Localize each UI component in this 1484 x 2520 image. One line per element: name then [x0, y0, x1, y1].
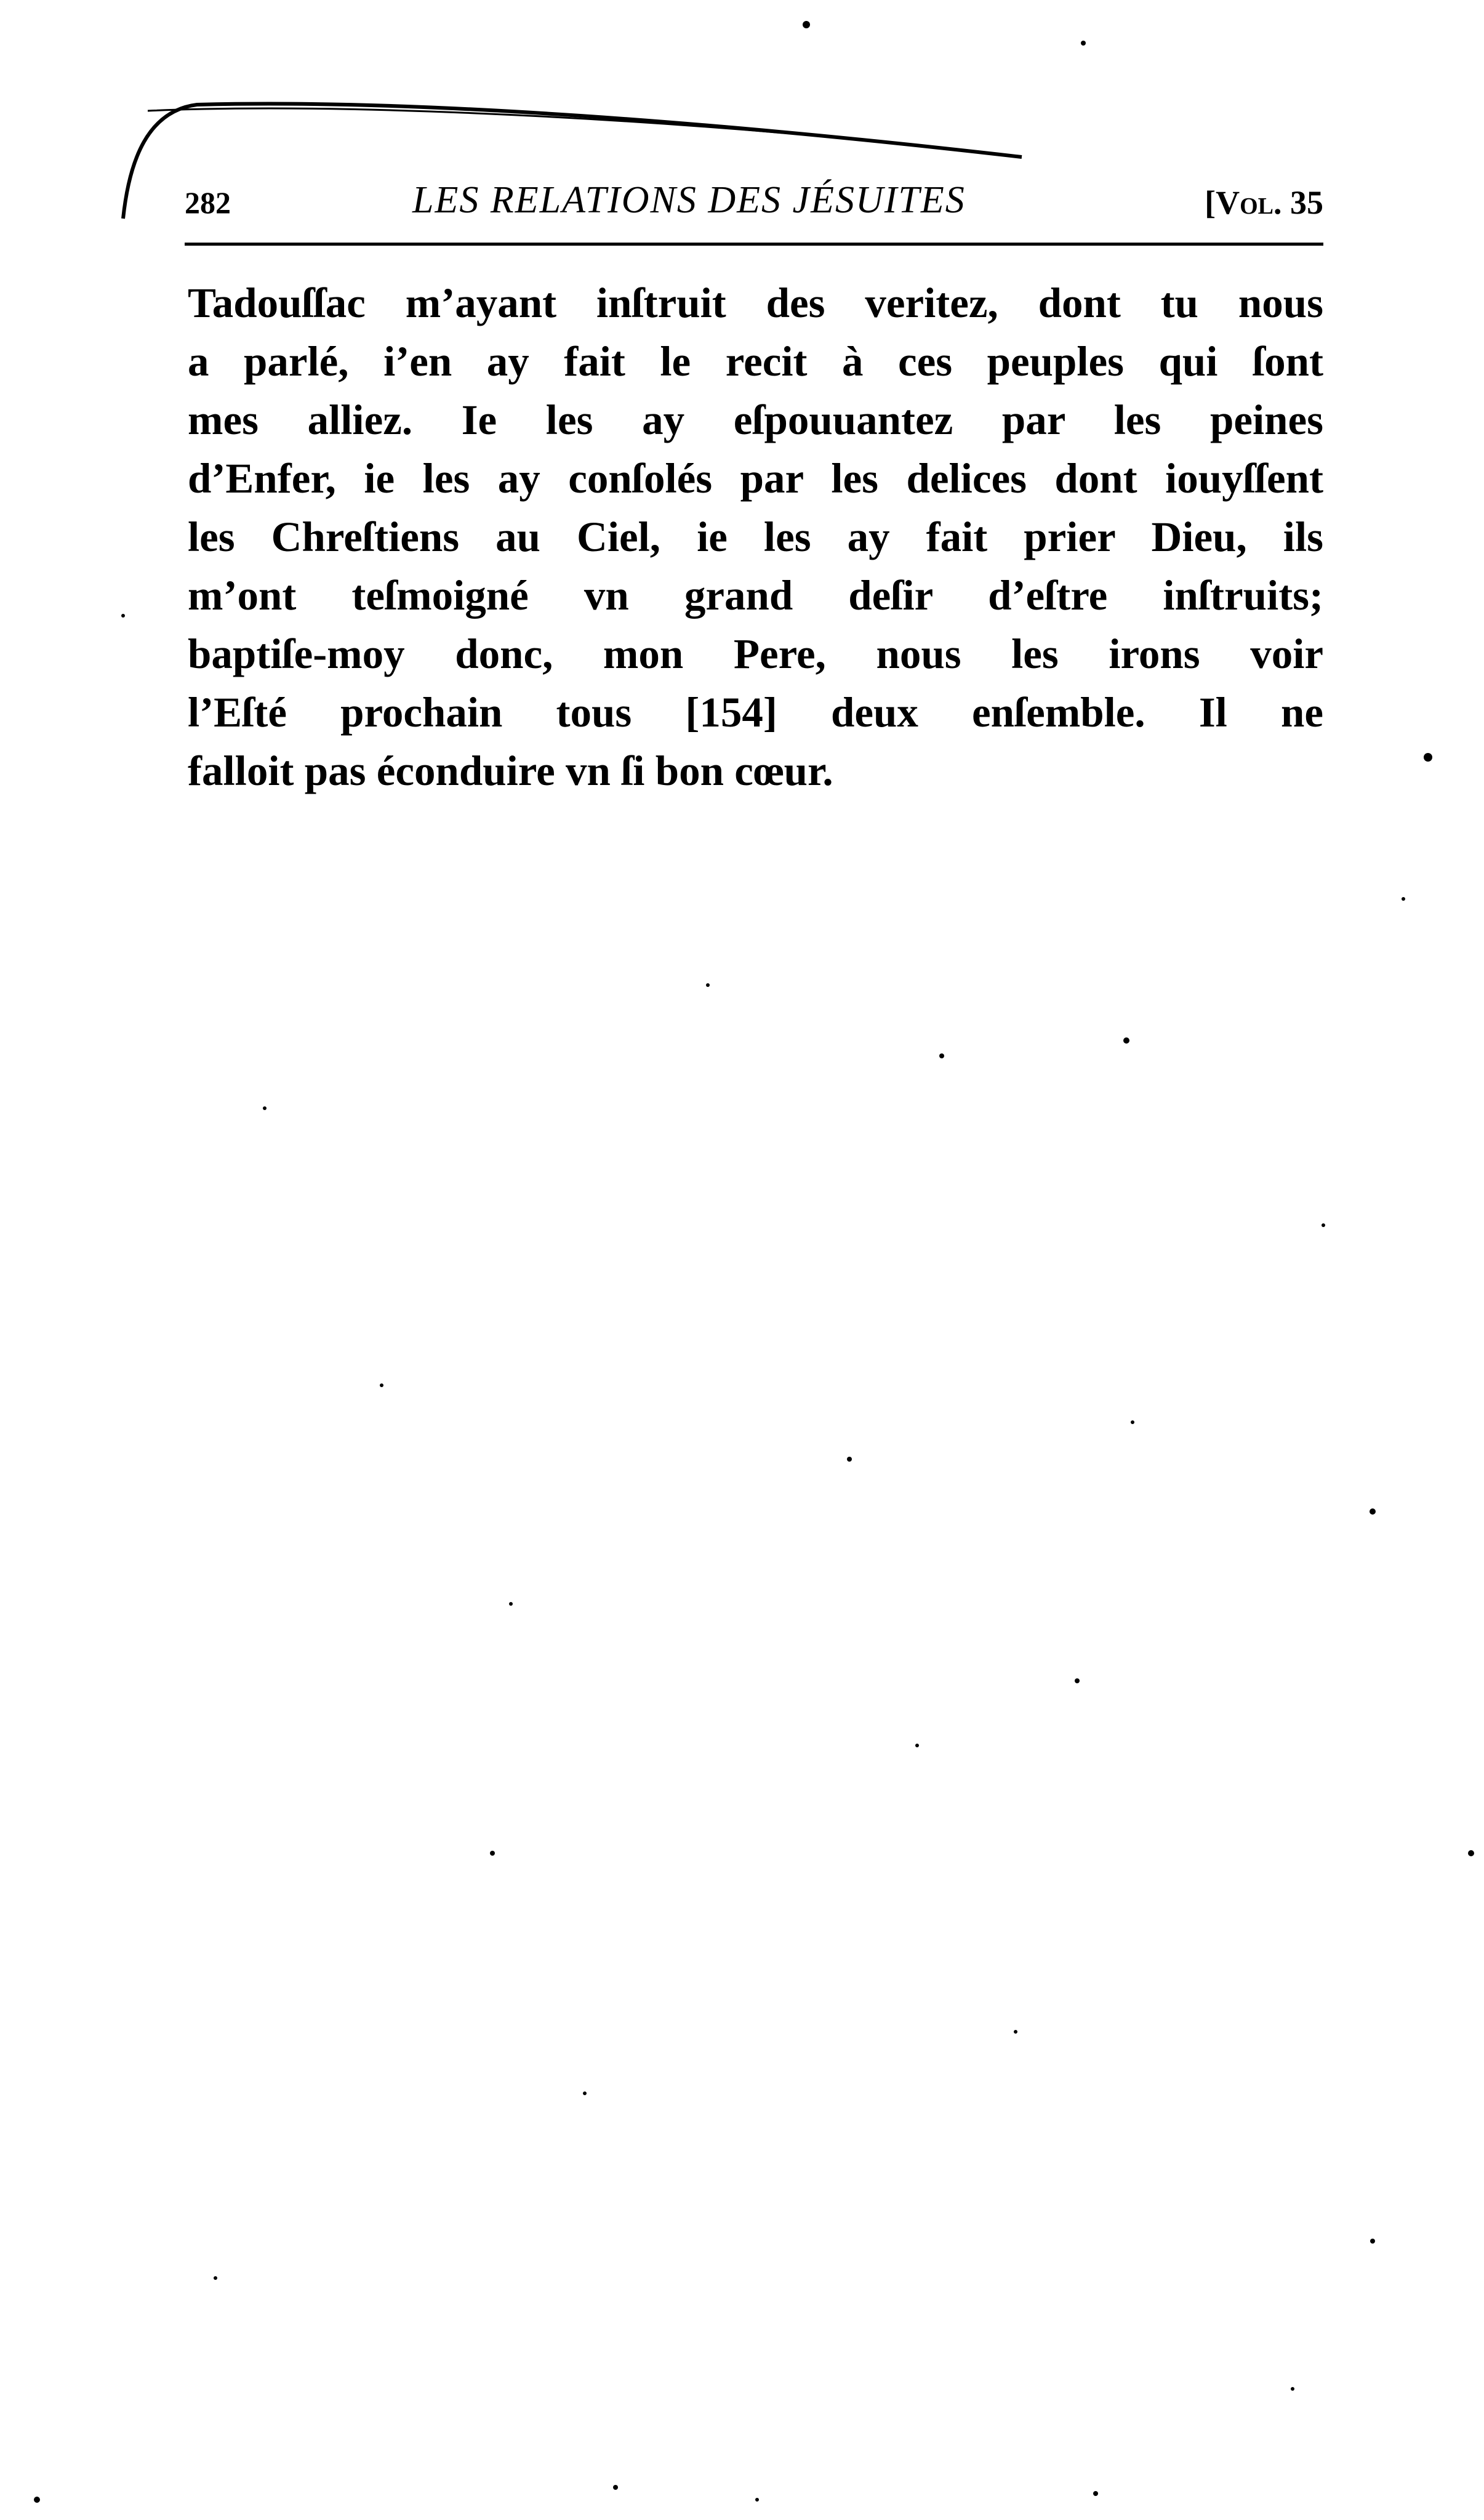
running-title: LES RELATIONS DES JÉSUITES	[412, 179, 966, 221]
header-rule	[185, 243, 1323, 246]
text-line: d’Enfer, ie les ay conſolés par les delices dont iouyſſent	[188, 455, 1323, 502]
text-line: les Chreſtiens au Ciel, ie les ay fait prier Dieu, ils	[188, 513, 1323, 560]
page-number: 282	[185, 185, 231, 220]
text-line: falloit pas éconduire vn ſi bon cœur.	[188, 747, 833, 794]
body-paragraph	[188, 274, 1323, 800]
text-line: a parlé, i’en ay fait le recit à ces peuples qui ſont	[188, 338, 1323, 385]
text-line: l’Eſté prochain tous [154] deux enſemble. Il ne	[188, 689, 1323, 736]
text-line: Tadouſſac m’ayant inſtruit des veritez, dont tu nous	[188, 280, 1323, 326]
text-line: mes alliez. Ie les ay eſpouuantez par les peines	[188, 397, 1323, 443]
volume-mark: [Vol. 35	[1205, 184, 1323, 221]
running-header	[185, 179, 1323, 228]
text-line: baptiſe-moy donc, mon Pere, nous les irons voir	[188, 630, 1323, 677]
text-line: m’ont teſmoigné vn grand deſir d’eſtre inſtruits;	[188, 572, 1323, 619]
